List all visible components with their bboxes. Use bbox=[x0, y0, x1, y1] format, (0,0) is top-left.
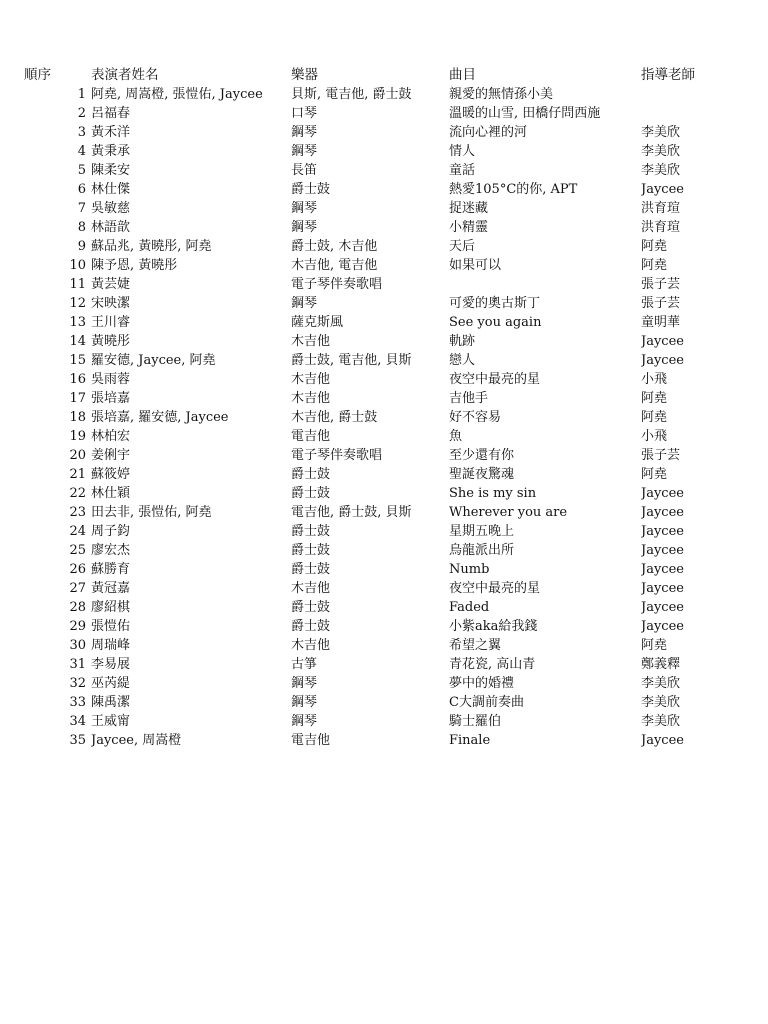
teacher-cell: 李美欣 bbox=[641, 695, 681, 710]
program-sheet bbox=[0, 66, 768, 750]
order-cell: 32 bbox=[69, 676, 86, 691]
instrument-cell: 貝斯, 電吉他, 爵士鼓 bbox=[291, 87, 412, 102]
teacher-cell: Jaycee bbox=[641, 562, 684, 577]
table-row bbox=[0, 598, 768, 617]
order-cell: 28 bbox=[69, 600, 86, 615]
table-row bbox=[0, 446, 768, 465]
table-row bbox=[0, 674, 768, 693]
table-row bbox=[0, 693, 768, 712]
header-order: 順序 bbox=[24, 67, 51, 83]
performers-cell: 巫芮緹 bbox=[91, 676, 131, 691]
instrument-cell: 鋼琴 bbox=[291, 296, 318, 311]
table-row bbox=[0, 579, 768, 598]
table-row bbox=[0, 161, 768, 180]
teacher-cell: 李美欣 bbox=[641, 144, 681, 159]
table-row bbox=[0, 180, 768, 199]
performers-cell: 黃秉承 bbox=[91, 144, 131, 159]
teacher-cell: 李美欣 bbox=[641, 676, 681, 691]
order-cell: 2 bbox=[77, 106, 86, 121]
song-cell: 小精靈 bbox=[449, 220, 489, 235]
teacher-cell: 小飛 bbox=[641, 429, 668, 444]
teacher-cell: 李美欣 bbox=[641, 714, 681, 729]
table-row bbox=[0, 636, 768, 655]
instrument-cell: 鋼琴 bbox=[291, 714, 318, 729]
performers-cell: 宋映潔 bbox=[91, 296, 131, 311]
instrument-cell: 木吉他, 電吉他 bbox=[291, 258, 378, 273]
table-row bbox=[0, 294, 768, 313]
table-row bbox=[0, 655, 768, 674]
instrument-cell: 長笛 bbox=[291, 163, 318, 178]
instrument-cell: 薩克斯風 bbox=[291, 315, 344, 330]
teacher-cell: Jaycee bbox=[641, 600, 684, 615]
instrument-cell: 口琴 bbox=[291, 106, 318, 121]
performers-cell: 張培嘉, 羅安德, Jaycee bbox=[91, 410, 229, 425]
teacher-cell: Jaycee bbox=[641, 353, 684, 368]
performers-cell: 廖宏杰 bbox=[91, 543, 131, 558]
instrument-cell: 電吉他 bbox=[291, 429, 331, 444]
header-song: 曲目 bbox=[449, 67, 476, 83]
order-cell: 27 bbox=[69, 581, 86, 596]
song-cell: Faded bbox=[449, 600, 490, 615]
table-row bbox=[0, 104, 768, 123]
order-cell: 30 bbox=[69, 638, 86, 653]
song-cell: Wherever you are bbox=[449, 505, 568, 520]
instrument-cell: 木吉他, 爵士鼓 bbox=[291, 410, 378, 425]
order-cell: 11 bbox=[69, 277, 86, 292]
table-row bbox=[0, 712, 768, 731]
teacher-cell: 阿堯 bbox=[641, 467, 668, 482]
performers-cell: Jaycee, 周嵩橙 bbox=[91, 733, 182, 748]
teacher-cell: Jaycee bbox=[641, 334, 684, 349]
order-cell: 13 bbox=[69, 315, 86, 330]
song-cell: Numb bbox=[449, 562, 490, 577]
order-cell: 6 bbox=[77, 182, 86, 197]
table-row bbox=[0, 560, 768, 579]
performers-cell: 黃芸婕 bbox=[91, 277, 131, 292]
performers-cell: 林柏宏 bbox=[91, 429, 131, 444]
instrument-cell: 爵士鼓 bbox=[291, 182, 331, 197]
teacher-cell: 洪育瑄 bbox=[641, 201, 681, 216]
performers-cell: 廖紹棋 bbox=[91, 600, 131, 615]
song-cell: 青花瓷, 高山青 bbox=[449, 657, 536, 672]
teacher-cell: Jaycee bbox=[641, 543, 684, 558]
song-cell: 好不容易 bbox=[449, 410, 502, 425]
instrument-cell: 木吉他 bbox=[291, 638, 331, 653]
order-cell: 21 bbox=[69, 467, 86, 482]
teacher-cell: 張子芸 bbox=[641, 277, 681, 292]
teacher-cell: 阿堯 bbox=[641, 258, 668, 273]
order-cell: 35 bbox=[69, 733, 86, 748]
instrument-cell: 木吉他 bbox=[291, 334, 331, 349]
table-row bbox=[0, 408, 768, 427]
order-cell: 9 bbox=[77, 239, 86, 254]
table-row bbox=[0, 199, 768, 218]
teacher-cell: Jaycee bbox=[641, 486, 684, 501]
order-cell: 33 bbox=[69, 695, 86, 710]
teacher-cell: 李美欣 bbox=[641, 163, 681, 178]
order-cell: 26 bbox=[69, 562, 86, 577]
performers-cell: 蘇筱婷 bbox=[91, 467, 131, 482]
order-cell: 10 bbox=[69, 258, 86, 273]
teacher-cell: 鄭義釋 bbox=[641, 657, 681, 672]
performers-cell: 羅安德, Jaycee, 阿堯 bbox=[91, 353, 216, 368]
teacher-cell: 阿堯 bbox=[641, 638, 668, 653]
song-cell: 魚 bbox=[449, 429, 463, 444]
song-cell: Finale bbox=[449, 733, 491, 748]
order-cell: 34 bbox=[69, 714, 86, 729]
performers-cell: 林仕穎 bbox=[91, 486, 131, 501]
song-cell: 親愛的無情孫小美 bbox=[449, 87, 554, 102]
performers-cell: 王川睿 bbox=[91, 315, 131, 330]
song-cell: 捉迷藏 bbox=[449, 201, 489, 216]
teacher-cell: 阿堯 bbox=[641, 239, 668, 254]
teacher-cell: Jaycee bbox=[641, 733, 684, 748]
instrument-cell: 電子琴伴奏歌唱 bbox=[291, 277, 383, 292]
teacher-cell: 李美欣 bbox=[641, 125, 681, 140]
performers-cell: 林語歆 bbox=[91, 220, 131, 235]
table-row bbox=[0, 522, 768, 541]
instrument-cell: 鋼琴 bbox=[291, 676, 318, 691]
table-row bbox=[0, 237, 768, 256]
table-row bbox=[0, 617, 768, 636]
performers-cell: 黃曉彤 bbox=[91, 334, 131, 349]
instrument-cell: 爵士鼓 bbox=[291, 562, 331, 577]
instrument-cell: 爵士鼓, 木吉他 bbox=[291, 239, 378, 254]
song-cell: 烏龍派出所 bbox=[449, 543, 515, 558]
instrument-cell: 爵士鼓 bbox=[291, 619, 331, 634]
table-row bbox=[0, 731, 768, 750]
table-row bbox=[0, 313, 768, 332]
performers-cell: 周子鈞 bbox=[91, 524, 131, 539]
header-performers: 表演者姓名 bbox=[91, 67, 159, 83]
instrument-cell: 鋼琴 bbox=[291, 125, 318, 140]
song-cell: 夜空中最亮的星 bbox=[449, 581, 541, 596]
order-cell: 14 bbox=[69, 334, 86, 349]
order-cell: 20 bbox=[69, 448, 86, 463]
instrument-cell: 爵士鼓 bbox=[291, 467, 331, 482]
teacher-cell: Jaycee bbox=[641, 182, 684, 197]
order-cell: 31 bbox=[69, 657, 86, 672]
song-cell: 流向心裡的河 bbox=[449, 125, 528, 140]
table-row bbox=[0, 541, 768, 560]
song-cell: See you again bbox=[449, 315, 542, 330]
instrument-cell: 爵士鼓 bbox=[291, 524, 331, 539]
song-cell: 小紫aka給我錢 bbox=[449, 619, 538, 634]
instrument-cell: 電吉他, 爵士鼓, 貝斯 bbox=[291, 505, 412, 520]
performers-cell: 張培嘉 bbox=[91, 391, 131, 406]
song-cell: 戀人 bbox=[449, 353, 476, 368]
order-cell: 29 bbox=[69, 619, 86, 634]
order-cell: 7 bbox=[77, 201, 86, 216]
instrument-cell: 木吉他 bbox=[291, 391, 331, 406]
order-cell: 17 bbox=[69, 391, 86, 406]
table-row bbox=[0, 85, 768, 104]
table-row bbox=[0, 370, 768, 389]
song-cell: 騎士羅伯 bbox=[449, 714, 502, 729]
header-instrument: 樂器 bbox=[291, 67, 318, 83]
instrument-cell: 鋼琴 bbox=[291, 144, 318, 159]
teacher-cell: 小飛 bbox=[641, 372, 668, 387]
instrument-cell: 爵士鼓, 電吉他, 貝斯 bbox=[291, 353, 412, 368]
order-cell: 23 bbox=[69, 505, 86, 520]
song-cell: 熱愛105°C的你, APT bbox=[449, 182, 578, 197]
performers-cell: 黃禾洋 bbox=[91, 125, 131, 140]
order-cell: 12 bbox=[69, 296, 86, 311]
teacher-cell: 童明華 bbox=[641, 315, 681, 330]
instrument-cell: 鋼琴 bbox=[291, 695, 318, 710]
header-row bbox=[0, 66, 768, 85]
performers-cell: 蘇品兆, 黃曉彤, 阿堯 bbox=[91, 239, 212, 254]
instrument-cell: 爵士鼓 bbox=[291, 486, 331, 501]
song-cell: 情人 bbox=[449, 144, 476, 159]
table-row bbox=[0, 275, 768, 294]
order-cell: 3 bbox=[77, 125, 86, 140]
performers-cell: 吳敏慈 bbox=[91, 201, 131, 216]
instrument-cell: 電子琴伴奏歌唱 bbox=[291, 448, 383, 463]
table-row bbox=[0, 484, 768, 503]
song-cell: C大調前奏曲 bbox=[449, 695, 524, 710]
table-row bbox=[0, 332, 768, 351]
teacher-cell: Jaycee bbox=[641, 581, 684, 596]
song-cell: 軌跡 bbox=[449, 334, 476, 349]
order-cell: 15 bbox=[69, 353, 86, 368]
performers-cell: 吳雨蓉 bbox=[91, 372, 131, 387]
teacher-cell: Jaycee bbox=[641, 619, 684, 634]
performers-cell: 李易展 bbox=[91, 657, 131, 672]
instrument-cell: 爵士鼓 bbox=[291, 600, 331, 615]
table-row bbox=[0, 465, 768, 484]
performers-cell: 王威甯 bbox=[91, 714, 131, 729]
program-rows bbox=[0, 85, 768, 750]
table-row bbox=[0, 256, 768, 275]
instrument-cell: 鋼琴 bbox=[291, 201, 318, 216]
performers-cell: 呂福春 bbox=[91, 106, 131, 121]
table-row bbox=[0, 389, 768, 408]
order-cell: 16 bbox=[69, 372, 86, 387]
order-cell: 25 bbox=[69, 543, 86, 558]
order-cell: 24 bbox=[69, 524, 86, 539]
song-cell: 夢中的婚禮 bbox=[449, 676, 515, 691]
instrument-cell: 木吉他 bbox=[291, 581, 331, 596]
song-cell: 如果可以 bbox=[449, 258, 502, 273]
instrument-cell: 電吉他 bbox=[291, 733, 331, 748]
performers-cell: 阿堯, 周嵩橙, 張愷佑, Jaycee bbox=[91, 87, 263, 102]
table-row bbox=[0, 427, 768, 446]
teacher-cell: 張子芸 bbox=[641, 448, 681, 463]
song-cell: 溫暖的山雪, 田橋仔問西施 bbox=[449, 106, 601, 121]
song-cell: 希望之翼 bbox=[449, 638, 502, 653]
performers-cell: 蘇勝育 bbox=[91, 562, 131, 577]
order-cell: 5 bbox=[77, 163, 86, 178]
teacher-cell: 阿堯 bbox=[641, 391, 668, 406]
order-cell: 4 bbox=[77, 144, 86, 159]
instrument-cell: 古箏 bbox=[291, 657, 318, 672]
song-cell: 天后 bbox=[449, 239, 476, 254]
song-cell: 星期五晚上 bbox=[449, 524, 515, 539]
table-row bbox=[0, 218, 768, 237]
performers-cell: 林仕傑 bbox=[91, 182, 131, 197]
song-cell: 可愛的奧古斯丁 bbox=[449, 296, 541, 311]
order-cell: 1 bbox=[77, 87, 86, 102]
performers-cell: 陳予恩, 黃曉彤 bbox=[91, 258, 178, 273]
performers-cell: 陳禹潔 bbox=[91, 695, 131, 710]
order-cell: 18 bbox=[69, 410, 86, 425]
teacher-cell: Jaycee bbox=[641, 524, 684, 539]
order-cell: 19 bbox=[69, 429, 86, 444]
performers-cell: 張愷佑 bbox=[91, 619, 131, 634]
teacher-cell: 洪育瑄 bbox=[641, 220, 681, 235]
table-row bbox=[0, 351, 768, 370]
instrument-cell: 爵士鼓 bbox=[291, 543, 331, 558]
instrument-cell: 木吉他 bbox=[291, 372, 331, 387]
song-cell: 童話 bbox=[449, 163, 476, 178]
teacher-cell: 張子芸 bbox=[641, 296, 681, 311]
song-cell: 吉他手 bbox=[449, 391, 489, 406]
performers-cell: 周瑞峰 bbox=[91, 638, 131, 653]
teacher-cell: Jaycee bbox=[641, 505, 684, 520]
song-cell: 至少還有你 bbox=[449, 448, 515, 463]
performers-cell: 田去非, 張愷佑, 阿堯 bbox=[91, 505, 212, 520]
instrument-cell: 鋼琴 bbox=[291, 220, 318, 235]
performers-cell: 姜俐宇 bbox=[91, 448, 131, 463]
performers-cell: 陳柔安 bbox=[91, 163, 131, 178]
table-row bbox=[0, 123, 768, 142]
order-cell: 8 bbox=[77, 220, 86, 235]
header-teacher: 指導老師 bbox=[641, 67, 695, 83]
song-cell: 聖誕夜驚魂 bbox=[449, 467, 515, 482]
order-cell: 22 bbox=[69, 486, 86, 501]
table-row bbox=[0, 503, 768, 522]
table-row bbox=[0, 142, 768, 161]
performers-cell: 黃冠嘉 bbox=[91, 581, 131, 596]
teacher-cell: 阿堯 bbox=[641, 410, 668, 425]
song-cell: 夜空中最亮的星 bbox=[449, 372, 541, 387]
song-cell: She is my sin bbox=[449, 486, 537, 501]
